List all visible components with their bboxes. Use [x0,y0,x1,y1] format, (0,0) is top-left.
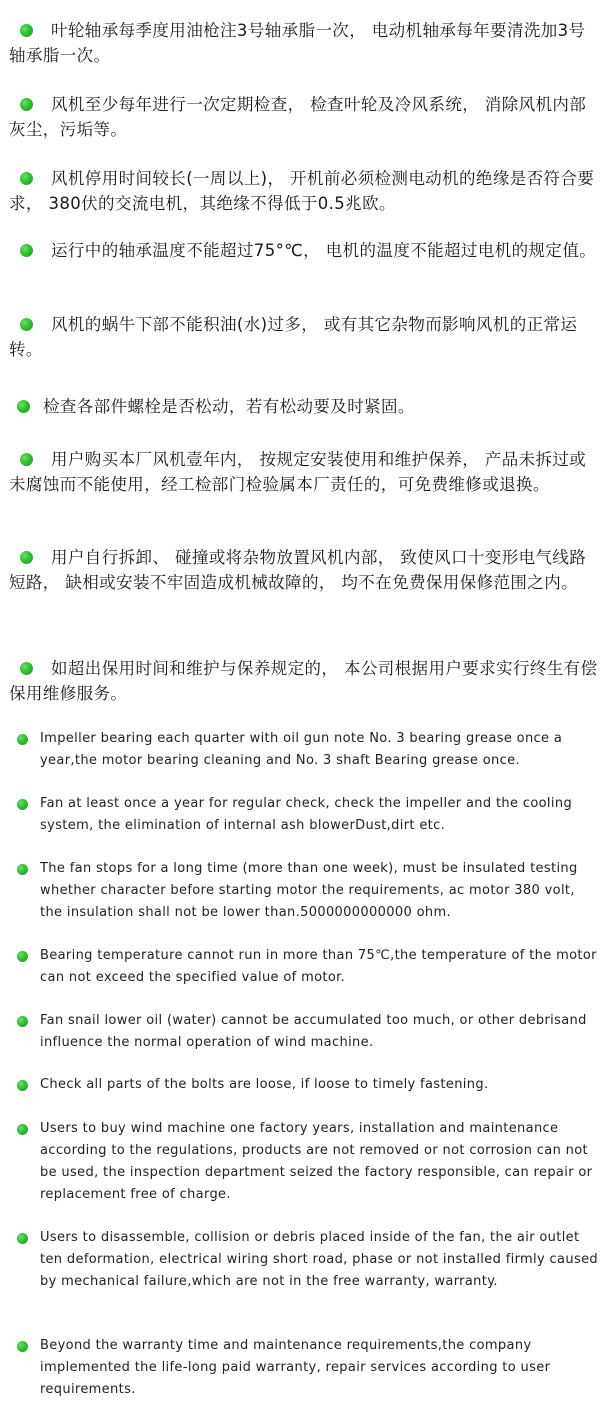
green-bullet-icon [17,1016,28,1027]
zh-note-text: 叶轮轴承每季度用油枪注3号轴承脂一次， 电动机轴承每年要清洗加3号轴承脂一次。 [9,21,586,65]
green-bullet-icon [17,864,28,875]
green-bullet-icon [17,1341,28,1352]
green-bullet-icon [17,1233,28,1244]
en-note-text: Impeller bearing each quarter with oil gun note No. 3 bearing grease once a year,the motor bearing cleaning and No. 3 shaft Bearing grease once. [40,731,563,768]
en-note-text: Check all parts of the bolts are loose, if loose to timely fastening. [40,1077,489,1092]
zh-note-text: 风机的蜗牛下部不能积油(水)过多， 或有其它杂物而影响风机的正常运转。 [9,315,578,359]
en-note-text: The fan stops for a long time (more than one week), must be insulated testing whether character before starting motor the requirements, ac motor 380 volt, the insulation shall not be lower than.5000000000000 ohm. [40,861,578,920]
en-note-text: Users to buy wind machine one factory years, installation and maintenance according to the regulations, products are not removed or not corrosion can not be used, the inspection department seized the factory responsible, can repair or replacement free of charge. [40,1121,593,1202]
en-note-text: Fan snail lower oil (water) cannot be accumulated too much, or other debrisand influence the normal operation of wind machine. [40,1013,587,1050]
zh-note-text: 用户购买本厂风机壹年内， 按规定安装使用和维护保养， 产品未拆过或未腐蚀而不能使用，经工检部门检验属本厂责任的，可免费维修或退换。 [9,450,587,494]
en-note-text: Beyond the warranty time and maintenance requirements,the company implemented the life-long paid warranty, repair services according to user requirements. [40,1338,551,1397]
zh-note-text: 用户自行拆卸、 碰撞或将杂物放置风机内部， 致使风口十变形电气线路短路， 缺相或安装不牢固造成机械故障的， 均不在免费保用保修范围之内。 [9,548,587,592]
green-bullet-icon [17,1124,28,1135]
zh-note-text: 检查各部件螺栓是否松动，若有松动要及时紧固。 [43,397,415,416]
green-bullet-icon [17,1080,28,1091]
green-bullet-icon [17,734,28,745]
green-bullet-icon [17,799,28,810]
zh-note-text: 风机至少每年进行一次定期检查， 检查叶轮及冷风系统， 消除风机内部灰尘，污垢等。 [9,95,587,139]
en-note-text: Bearing temperature cannot run in more than 75℃,the temperature of the motor can not exceed the specified value of motor. [40,948,597,985]
zh-note-text: 运行中的轴承温度不能超过75°℃， 电机的温度不能超过电机的规定值。 [51,241,597,260]
en-note-text: Users to disassemble, collision or debris placed inside of the fan, the air outlet ten deformation, electrical wiring short road, phase or not installed firmly caused by mechanical failure,which are not in the free warranty, warranty. [40,1230,599,1289]
zh-note-text: 如超出保用时间和维护与保养规定的， 本公司根据用户要求实行终生有偿保用维修服务。 [9,659,598,703]
green-bullet-icon [17,951,28,962]
en-note-text: Fan at least once a year for regular check, check the impeller and the cooling system, the elimination of internal ash blowerDust,dirt etc. [40,796,573,833]
zh-note-text: 风机停用时间较长(一周以上)， 开机前必须检测电动机的绝缘是否符合要求， 380伏的交流电机，其绝缘不得低于0.5兆欧。 [9,169,595,213]
